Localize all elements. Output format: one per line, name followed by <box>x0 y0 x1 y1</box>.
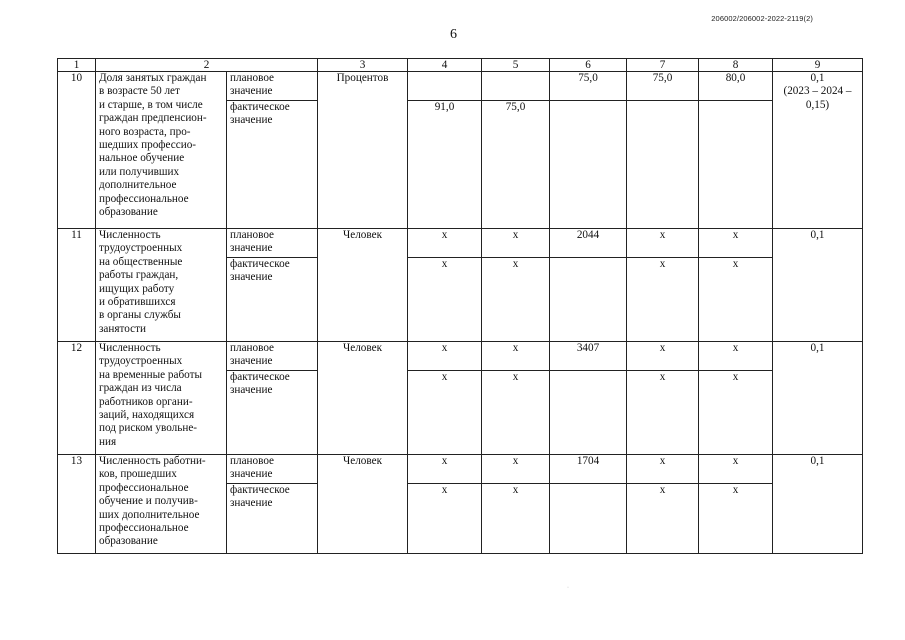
fact-value: x <box>482 371 550 455</box>
plan-label: плановое значение <box>227 342 318 371</box>
indicator-name: Доля занятых граждан в возрасте 50 лет и старше, в том числе граждан предпенсион- ного возраста, про- шедших профессио- нальное обучение или получивших дополнительное профессиональное образование <box>96 72 227 229</box>
fact-value: x <box>699 258 773 342</box>
plan-value: 75,0 <box>550 72 627 101</box>
row-number: 11 <box>58 229 96 342</box>
fact-value: x <box>699 484 773 554</box>
table-row <box>58 229 863 258</box>
weight: 0,1 <box>773 229 863 342</box>
scan-mark: · <box>567 585 569 591</box>
col-number-2: 2 <box>96 59 318 72</box>
indicator-name: Численность трудоустроенных на общественные работы граждан, ищущих работу и обратившихся в органы службы занятости <box>96 229 227 342</box>
fact-value: x <box>408 371 482 455</box>
weight: 0,1 <box>773 455 863 554</box>
plan-value: 80,0 <box>699 72 773 101</box>
plan-value: x <box>482 342 550 371</box>
fact-value <box>550 101 627 229</box>
page-number: 6 <box>450 27 457 42</box>
plan-value: x <box>408 342 482 371</box>
indicator-name: Численность трудоустроенных на временные работы граждан из числа работников органи- заций, находящихся под риском увольне- ния <box>96 342 227 455</box>
fact-value: x <box>482 484 550 554</box>
plan-value: 2044 <box>550 229 627 258</box>
table-row <box>58 455 863 484</box>
fact-value <box>550 371 627 455</box>
indicators-table <box>57 58 863 554</box>
plan-value: 3407 <box>550 342 627 371</box>
fact-label: фактическое значение <box>227 484 318 554</box>
col-number-6: 6 <box>550 59 627 72</box>
unit: Процентов <box>318 72 408 229</box>
row-number: 13 <box>58 455 96 554</box>
fact-label: фактическое значение <box>227 258 318 342</box>
table-row <box>58 342 863 371</box>
plan-value: x <box>627 455 699 484</box>
unit: Человек <box>318 229 408 342</box>
fact-value: x <box>408 484 482 554</box>
plan-label: плановое значение <box>227 229 318 258</box>
plan-value: 1704 <box>550 455 627 484</box>
col-number-1: 1 <box>58 59 96 72</box>
plan-value: x <box>699 342 773 371</box>
plan-value: x <box>699 455 773 484</box>
fact-label: фактическое значение <box>227 101 318 229</box>
fact-value: 91,0 <box>408 101 482 229</box>
fact-value: x <box>627 371 699 455</box>
fact-value <box>550 484 627 554</box>
plan-value: x <box>482 229 550 258</box>
fact-label: фактическое значение <box>227 371 318 455</box>
col-number-4: 4 <box>408 59 482 72</box>
col-number-5: 5 <box>482 59 550 72</box>
unit: Человек <box>318 342 408 455</box>
plan-value <box>482 72 550 101</box>
plan-value: x <box>699 229 773 258</box>
plan-value: x <box>408 229 482 258</box>
plan-value: x <box>482 455 550 484</box>
plan-label: плановое значение <box>227 72 318 101</box>
document-id: 206002/206002-2022-2119(2) <box>711 14 813 23</box>
table-row <box>58 72 863 101</box>
indicator-name: Численность работни- ков, прошедших профессиональное обучение и получив- ших дополнительное профессиональное образование <box>96 455 227 554</box>
fact-value: x <box>627 258 699 342</box>
column-number-row <box>58 59 863 72</box>
unit: Человек <box>318 455 408 554</box>
plan-value: x <box>627 342 699 371</box>
fact-value: 75,0 <box>482 101 550 229</box>
plan-value: 75,0 <box>627 72 699 101</box>
weight: 0,1 <box>773 342 863 455</box>
row-number: 12 <box>58 342 96 455</box>
fact-value: x <box>408 258 482 342</box>
fact-value <box>699 101 773 229</box>
plan-value <box>408 72 482 101</box>
weight: 0,1 (2023 – 2024 – 0,15) <box>773 72 863 229</box>
fact-value <box>627 101 699 229</box>
plan-value: x <box>408 455 482 484</box>
col-number-8: 8 <box>699 59 773 72</box>
fact-value: x <box>627 484 699 554</box>
col-number-7: 7 <box>627 59 699 72</box>
row-number: 10 <box>58 72 96 229</box>
col-number-3: 3 <box>318 59 408 72</box>
plan-value: x <box>627 229 699 258</box>
col-number-9: 9 <box>773 59 863 72</box>
fact-value: x <box>482 258 550 342</box>
fact-value <box>550 258 627 342</box>
plan-label: плановое значение <box>227 455 318 484</box>
fact-value: x <box>699 371 773 455</box>
